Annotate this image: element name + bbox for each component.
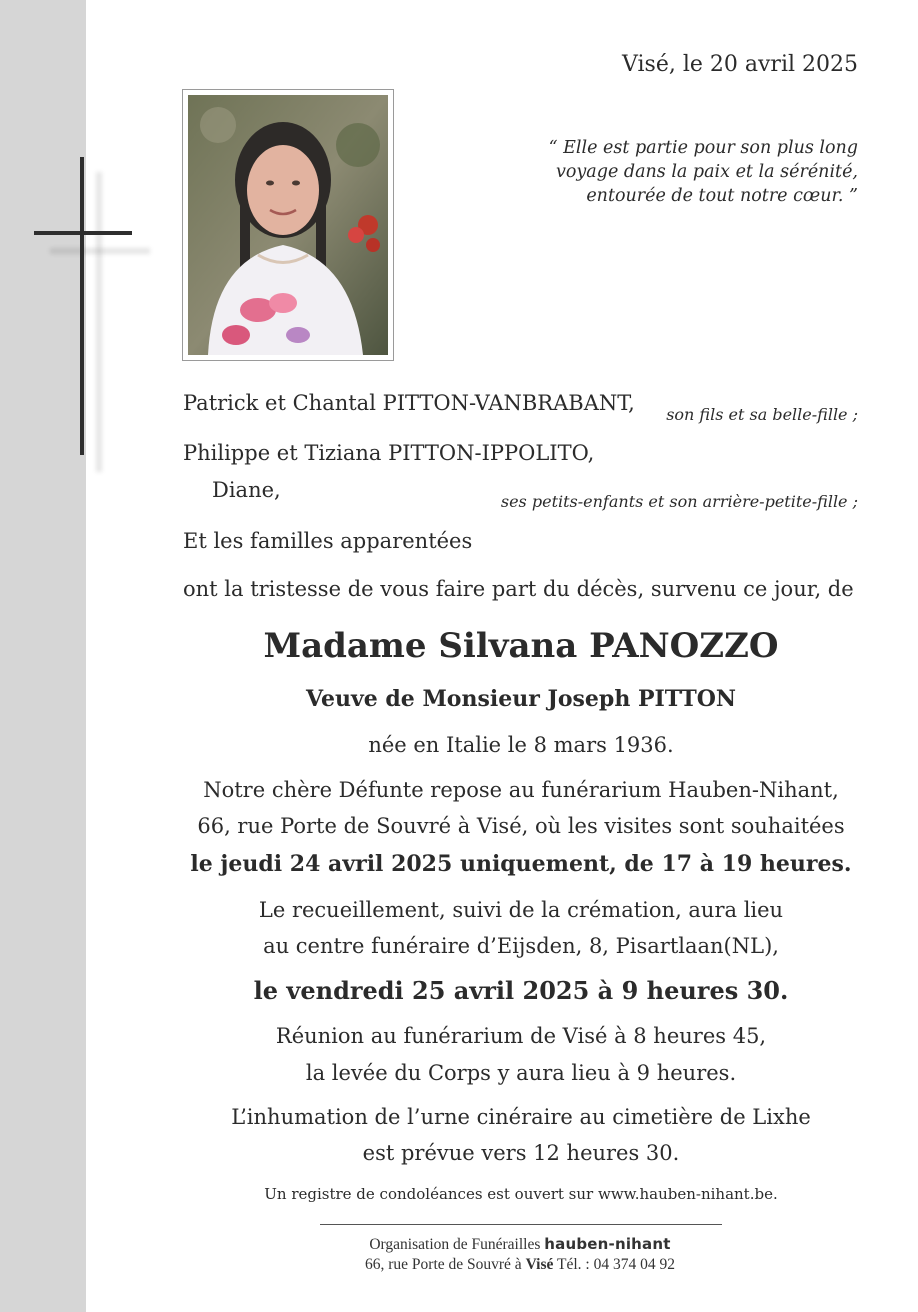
grandchildren-names: Philippe et Tiziana PITTON-IPPOLITO, — [183, 441, 595, 465]
footer-org-prefix: Organisation de Funérailles — [369, 1236, 541, 1253]
quote-line: voyage dans la paix et la sérénité, — [556, 162, 858, 182]
visit-time: le jeudi 24 avril 2025 uniquement, de 17 à 19 heures. — [190, 851, 852, 877]
deceased-name: Madame Silvana PANOZZO — [263, 626, 779, 666]
footer-divider — [320, 1224, 722, 1225]
meeting-line-2: la levée du Corps y aura lieu à 9 heures. — [305, 1061, 737, 1085]
son-names: Patrick et Chantal PITTON-VANBRABANT, — [183, 391, 635, 415]
birth-info: née en Italie le 8 mars 1936. — [368, 733, 674, 757]
great-grandchild-name: Diane, — [212, 478, 281, 502]
grandchildren-role: ses petits-enfants et son arrière-petite-fille ; — [500, 492, 858, 511]
urn-line-2: est prévue vers 12 heures 30. — [362, 1141, 680, 1165]
urn-line-1: L’inhumation de l’urne cinéraire au cimetière de Lixhe — [231, 1105, 811, 1129]
ceremony-time: le vendredi 25 avril 2025 à 9 heures 30. — [253, 976, 789, 1005]
quote-line: “ Elle est partie pour son plus long — [548, 138, 858, 158]
relatives-line: Et les familles apparentées — [183, 529, 473, 553]
portrait-frame — [182, 89, 394, 361]
footer-address — [120, 1256, 918, 1274]
son-role: son fils et sa belle-fille ; — [666, 405, 858, 424]
brand-logo-text: hauben-nihant — [544, 1235, 671, 1253]
side-band — [0, 0, 86, 1312]
portrait-photo — [188, 95, 388, 355]
rest-line-2: 66, rue Porte de Souvré à Visé, où les visites sont souhaitées — [197, 814, 845, 838]
footer-organisation — [120, 1235, 918, 1254]
ceremony-line-1: Le recueillement, suivi de la crémation, aura lieu — [258, 898, 784, 922]
footer-phone: Tél. : 04 374 04 92 — [557, 1256, 675, 1273]
rest-line-1: Notre chère Défunte repose au funérarium Hauben-Nihant, — [203, 778, 839, 802]
announcement-line: ont la tristesse de vous faire part du décès, survenu ce jour, de — [183, 577, 854, 601]
widow-of: Veuve de Monsieur Joseph PITTON — [305, 686, 737, 712]
condolences-note: Un registre de condoléances est ouvert sur www.hauben-nihant.be. — [264, 1185, 778, 1203]
quote-line: entourée de tout notre cœur. ” — [586, 186, 858, 206]
meeting-line-1: Réunion au funérarium de Visé à 8 heures 45, — [275, 1024, 767, 1048]
epitaph-quote — [518, 136, 858, 208]
announcement-date: Visé, le 20 avril 2025 — [622, 52, 858, 77]
footer-address-prefix: 66, rue Porte de Souvré à — [365, 1256, 522, 1273]
footer-city: Visé — [525, 1256, 554, 1273]
ceremony-line-2: au centre funéraire d’Eijsden, 8, Pisartlaan(NL), — [263, 934, 779, 958]
